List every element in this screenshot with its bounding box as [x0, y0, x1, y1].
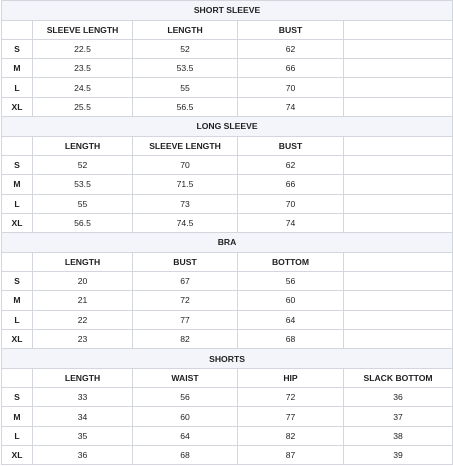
measurement-cell [344, 175, 453, 194]
column-header: SLEEVE LENGTH [33, 20, 133, 39]
column-header-row [2, 136, 453, 155]
measurement-cell: 70 [133, 155, 238, 174]
measurement-cell [344, 194, 453, 213]
measurement-cell [344, 155, 453, 174]
table-row [2, 426, 453, 445]
corner-cell [2, 136, 33, 155]
column-header-row [2, 252, 453, 271]
measurement-cell: 82 [238, 426, 344, 445]
measurement-cell: 52 [133, 39, 238, 58]
size-chart-body [2, 1, 453, 465]
corner-cell [2, 252, 33, 271]
column-header: BUST [238, 136, 344, 155]
table-row [2, 155, 453, 174]
column-header [344, 136, 453, 155]
column-header-row [2, 20, 453, 39]
column-header: LENGTH [33, 136, 133, 155]
measurement-cell: 53.5 [33, 175, 133, 194]
column-header: BOTTOM [238, 252, 344, 271]
measurement-cell: 23.5 [33, 59, 133, 78]
measurement-cell: 68 [133, 446, 238, 465]
section-title-shorts: SHORTS [2, 349, 453, 369]
size-label: M [2, 291, 33, 310]
measurement-cell [344, 310, 453, 329]
table-row [2, 446, 453, 465]
table-row [2, 407, 453, 426]
table-row [2, 194, 453, 213]
table-row [2, 329, 453, 348]
measurement-cell: 35 [33, 426, 133, 445]
column-header [344, 20, 453, 39]
section-title-bra: BRA [2, 233, 453, 253]
measurement-cell: 56 [133, 388, 238, 407]
measurement-cell [344, 213, 453, 232]
measurement-cell: 72 [238, 388, 344, 407]
size-label: L [2, 310, 33, 329]
size-label: XL [2, 446, 33, 465]
column-header [344, 252, 453, 271]
measurement-cell: 25.5 [33, 97, 133, 116]
table-row [2, 291, 453, 310]
table-row [2, 39, 453, 58]
table-row [2, 310, 453, 329]
measurement-cell: 71.5 [133, 175, 238, 194]
size-label: L [2, 78, 33, 97]
size-label: XL [2, 213, 33, 232]
measurement-cell: 74 [238, 213, 344, 232]
measurement-cell: 36 [33, 446, 133, 465]
table-row [2, 272, 453, 291]
corner-cell [2, 20, 33, 39]
measurement-cell: 66 [238, 175, 344, 194]
measurement-cell [344, 59, 453, 78]
measurement-cell: 36 [344, 388, 453, 407]
table-row [2, 78, 453, 97]
measurement-cell: 62 [238, 155, 344, 174]
column-header: LENGTH [133, 20, 238, 39]
measurement-cell: 64 [133, 426, 238, 445]
measurement-cell [344, 39, 453, 58]
measurement-cell: 72 [133, 291, 238, 310]
table-row [2, 213, 453, 232]
corner-cell [2, 368, 33, 387]
column-header: BUST [133, 252, 238, 271]
measurement-cell: 62 [238, 39, 344, 58]
table-row [2, 97, 453, 116]
section-title-row [2, 1, 453, 21]
measurement-cell: 55 [133, 78, 238, 97]
measurement-cell: 74 [238, 97, 344, 116]
measurement-cell: 38 [344, 426, 453, 445]
section-title-row [2, 233, 453, 253]
measurement-cell: 73 [133, 194, 238, 213]
section-title-row [2, 117, 453, 137]
size-label: M [2, 407, 33, 426]
measurement-cell: 68 [238, 329, 344, 348]
table-row [2, 388, 453, 407]
size-label: XL [2, 97, 33, 116]
measurement-cell: 77 [133, 310, 238, 329]
measurement-cell: 34 [33, 407, 133, 426]
column-header: HIP [238, 368, 344, 387]
measurement-cell: 53.5 [133, 59, 238, 78]
measurement-cell: 37 [344, 407, 453, 426]
column-header: LENGTH [33, 368, 133, 387]
measurement-cell [344, 291, 453, 310]
measurement-cell: 33 [33, 388, 133, 407]
measurement-cell: 60 [238, 291, 344, 310]
size-label: XL [2, 329, 33, 348]
column-header: LENGTH [33, 252, 133, 271]
column-header-row [2, 368, 453, 387]
size-label: S [2, 155, 33, 174]
measurement-cell: 70 [238, 194, 344, 213]
measurement-cell: 20 [33, 272, 133, 291]
measurement-cell: 52 [33, 155, 133, 174]
measurement-cell: 56.5 [133, 97, 238, 116]
size-label: L [2, 426, 33, 445]
measurement-cell: 22.5 [33, 39, 133, 58]
measurement-cell: 39 [344, 446, 453, 465]
measurement-cell: 60 [133, 407, 238, 426]
measurement-cell: 70 [238, 78, 344, 97]
measurement-cell: 55 [33, 194, 133, 213]
size-chart [1, 0, 452, 465]
column-header: WAIST [133, 368, 238, 387]
column-header: SLEEVE LENGTH [133, 136, 238, 155]
measurement-cell [344, 97, 453, 116]
measurement-cell [344, 78, 453, 97]
measurement-cell: 82 [133, 329, 238, 348]
size-label: M [2, 59, 33, 78]
section-title-long-sleeve: LONG SLEEVE [2, 117, 453, 137]
measurement-cell: 66 [238, 59, 344, 78]
column-header: BUST [238, 20, 344, 39]
measurement-cell: 74.5 [133, 213, 238, 232]
measurement-cell: 67 [133, 272, 238, 291]
measurement-cell: 21 [33, 291, 133, 310]
table-row [2, 59, 453, 78]
measurement-cell: 77 [238, 407, 344, 426]
section-title-short-sleeve: SHORT SLEEVE [2, 1, 453, 21]
size-label: S [2, 39, 33, 58]
size-label: S [2, 272, 33, 291]
measurement-cell [344, 329, 453, 348]
size-label: L [2, 194, 33, 213]
measurement-cell [344, 272, 453, 291]
size-chart-table [1, 0, 453, 465]
table-row [2, 175, 453, 194]
measurement-cell: 24.5 [33, 78, 133, 97]
measurement-cell: 56.5 [33, 213, 133, 232]
column-header: SLACK BOTTOM [344, 368, 453, 387]
measurement-cell: 64 [238, 310, 344, 329]
size-label: S [2, 388, 33, 407]
section-title-row [2, 349, 453, 369]
measurement-cell: 56 [238, 272, 344, 291]
measurement-cell: 23 [33, 329, 133, 348]
measurement-cell: 22 [33, 310, 133, 329]
size-label: M [2, 175, 33, 194]
measurement-cell: 87 [238, 446, 344, 465]
